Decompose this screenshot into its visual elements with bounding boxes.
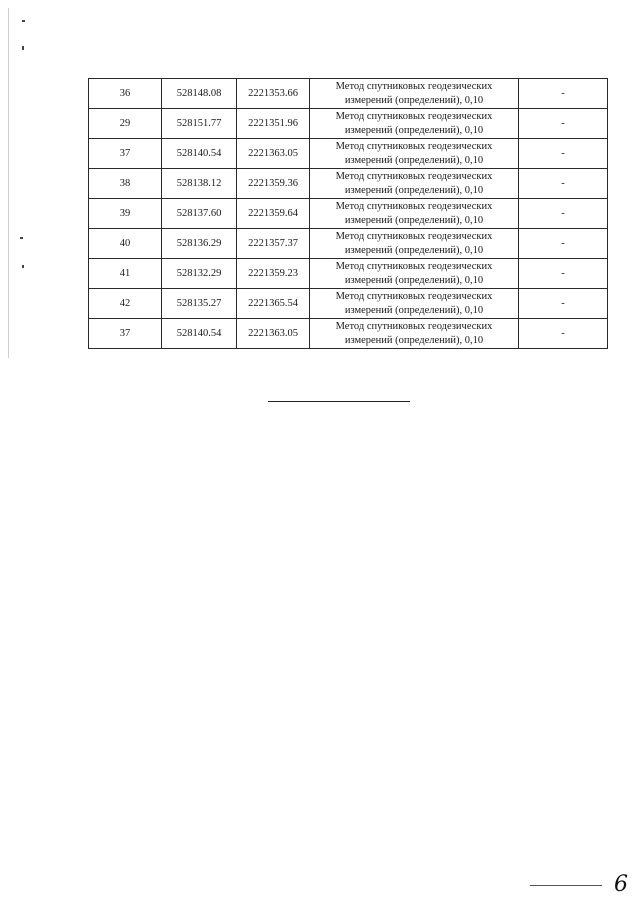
footer-line: [530, 885, 602, 886]
x-coordinate-cell: 528151.77: [162, 109, 237, 139]
method-cell: [310, 259, 519, 289]
y-coordinate-cell: 2221363.05: [237, 319, 310, 349]
method-line-1: Метод спутниковых геодезических: [335, 260, 493, 272]
method-line-2: измерений (определений), 0,10: [344, 274, 484, 286]
margin-mark: [22, 20, 25, 22]
x-coordinate-cell: 528132.29: [162, 259, 237, 289]
y-coordinate-cell: 2221351.96: [237, 109, 310, 139]
description-cell: -: [519, 199, 608, 229]
method-line-2: измерений (определений), 0,10: [344, 94, 484, 106]
table-row: [89, 319, 608, 349]
description-cell: -: [519, 79, 608, 109]
point-number-cell: 42: [89, 289, 162, 319]
method-line-1: Метод спутниковых геодезических: [335, 140, 493, 152]
y-coordinate-cell: 2221363.05: [237, 139, 310, 169]
method-cell: [310, 79, 519, 109]
margin-mark: [20, 237, 23, 239]
point-number-cell: 36: [89, 79, 162, 109]
table-row: [89, 229, 608, 259]
closing-divider-line: [268, 401, 410, 402]
method-cell: [310, 109, 519, 139]
table-row: [89, 109, 608, 139]
method-line-1: Метод спутниковых геодезических: [335, 320, 493, 332]
method-line-1: Метод спутниковых геодезических: [335, 80, 493, 92]
y-coordinate-cell: 2221359.36: [237, 169, 310, 199]
method-line-2: измерений (определений), 0,10: [344, 334, 484, 346]
x-coordinate-cell: 528140.54: [162, 319, 237, 349]
method-line-1: Метод спутниковых геодезических: [335, 200, 493, 212]
method-cell: [310, 319, 519, 349]
y-coordinate-cell: 2221353.66: [237, 79, 310, 109]
margin-mark: [22, 265, 24, 268]
description-cell: -: [519, 139, 608, 169]
table-row: [89, 259, 608, 289]
point-number-cell: 39: [89, 199, 162, 229]
x-coordinate-cell: 528135.27: [162, 289, 237, 319]
method-line-2: измерений (определений), 0,10: [344, 244, 484, 256]
method-cell: [310, 229, 519, 259]
x-coordinate-cell: 528148.08: [162, 79, 237, 109]
x-coordinate-cell: 528136.29: [162, 229, 237, 259]
description-cell: -: [519, 259, 608, 289]
table-row: [89, 169, 608, 199]
point-number-cell: 29: [89, 109, 162, 139]
point-number-cell: 40: [89, 229, 162, 259]
method-line-1: Метод спутниковых геодезических: [335, 230, 493, 242]
table-row: [89, 199, 608, 229]
method-cell: [310, 169, 519, 199]
method-line-1: Метод спутниковых геодезических: [335, 170, 493, 182]
table-row: [89, 139, 608, 169]
method-line-2: измерений (определений), 0,10: [344, 304, 484, 316]
y-coordinate-cell: 2221357.37: [237, 229, 310, 259]
table-row: [89, 289, 608, 319]
method-cell: [310, 289, 519, 319]
coordinates-table-body: [89, 79, 608, 349]
method-line-2: измерений (определений), 0,10: [344, 214, 484, 226]
y-coordinate-cell: 2221365.54: [237, 289, 310, 319]
description-cell: -: [519, 229, 608, 259]
description-cell: -: [519, 319, 608, 349]
y-coordinate-cell: 2221359.64: [237, 199, 310, 229]
description-cell: -: [519, 109, 608, 139]
method-cell: [310, 199, 519, 229]
method-cell: [310, 139, 519, 169]
method-line-1: Метод спутниковых геодезических: [335, 110, 493, 122]
point-number-cell: 37: [89, 139, 162, 169]
margin-mark: [22, 46, 24, 50]
point-number-cell: 38: [89, 169, 162, 199]
method-line-2: измерений (определений), 0,10: [344, 124, 484, 136]
point-number-cell: 37: [89, 319, 162, 349]
table-row: [89, 79, 608, 109]
description-cell: -: [519, 289, 608, 319]
method-line-2: измерений (определений), 0,10: [344, 154, 484, 166]
y-coordinate-cell: 2221359.23: [237, 259, 310, 289]
page-number: 6: [614, 872, 628, 897]
coordinates-table: [88, 78, 608, 349]
description-cell: -: [519, 169, 608, 199]
left-margin-rule: [8, 8, 9, 358]
x-coordinate-cell: 528137.60: [162, 199, 237, 229]
x-coordinate-cell: 528138.12: [162, 169, 237, 199]
method-line-2: измерений (определений), 0,10: [344, 184, 484, 196]
method-line-1: Метод спутниковых геодезических: [335, 290, 493, 302]
x-coordinate-cell: 528140.54: [162, 139, 237, 169]
point-number-cell: 41: [89, 259, 162, 289]
